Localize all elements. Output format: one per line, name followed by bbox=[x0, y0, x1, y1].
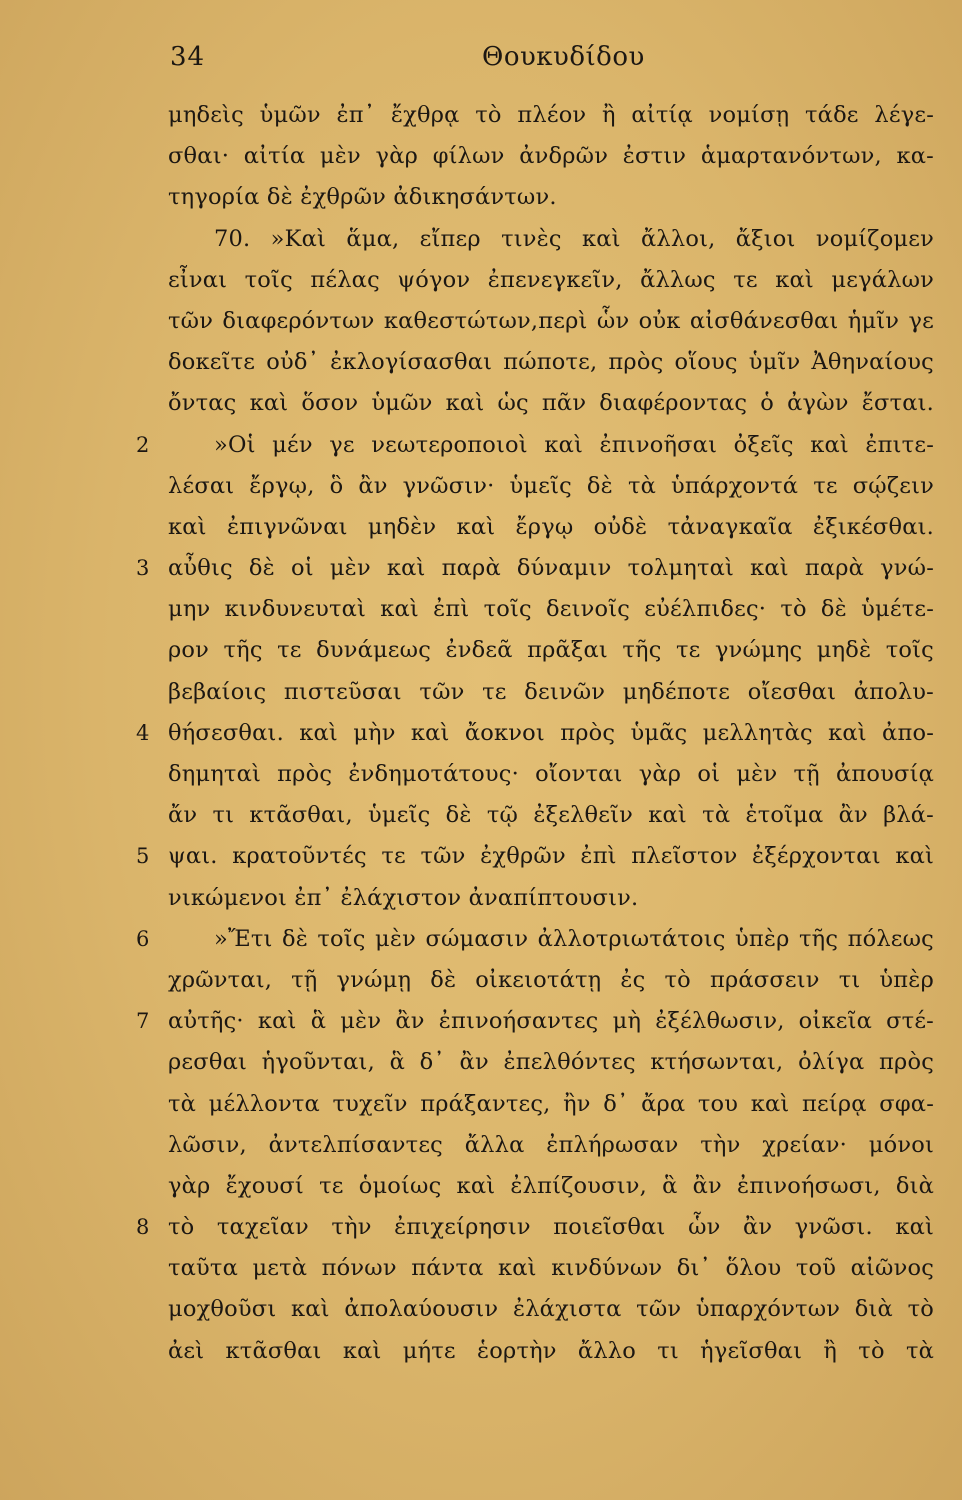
text-line bbox=[0, 1207, 962, 1248]
line-text: αὐτῆς· καὶ ἃ μὲν ἂν ἐπινοήσαντες μὴ ἐξέλθωσιν, οἰκεῖα στέ- bbox=[168, 1008, 934, 1035]
line-text: γὰρ ἔχουσί τε ὁμοίως καὶ ἐλπίζουσιν, ἃ ἂν ἐπινοήσωσι, διὰ bbox=[168, 1172, 934, 1199]
text-line bbox=[0, 1248, 962, 1289]
line-text: »Ἔτι δὲ τοῖς μὲν σώμασιν ἀλλοτριωτάτοις ὑπὲρ τῆς πόλεως bbox=[214, 925, 934, 952]
line-text: λέσαι ἔργῳ, ὃ ἂν γνῶσιν· ὑμεῖς δὲ τὰ ὑπάρχοντά τε σῴζειν bbox=[168, 472, 934, 499]
text-line bbox=[0, 1042, 962, 1083]
text-line bbox=[0, 672, 962, 713]
running-title: Θουκυδίδου bbox=[482, 42, 645, 72]
text-line bbox=[0, 95, 962, 136]
text-line bbox=[0, 795, 962, 836]
line-text: χρῶνται, τῇ γνώμῃ δὲ οἰκειοτάτῃ ἐς τὸ πράσσειν τι ὑπὲρ bbox=[168, 966, 934, 993]
line-text: ψαι. κρατοῦντές τε τῶν ἐχθρῶν ἐπὶ πλεῖστον ἐξέρχονται καὶ bbox=[168, 843, 934, 870]
page-header bbox=[0, 42, 962, 82]
body-text bbox=[0, 95, 962, 1372]
line-text: μηδεὶς ὑμῶν ἐπ᾽ ἔχθρᾳ τὸ πλέον ἢ αἰτίᾳ νομίσῃ τάδε λέγε- bbox=[168, 102, 934, 128]
line-text: ταῦτα μετὰ πόνων πάντα καὶ κινδύνων δι᾽ ὅλου τοῦ αἰῶνος bbox=[168, 1255, 934, 1282]
line-text: ὄντας καὶ ὅσον ὑμῶν καὶ ὡς πᾶν διαφέροντας ὁ ἀγὼν ἔσται. bbox=[168, 390, 934, 417]
line-text: δημηταὶ πρὸς ἐνδημοτάτους· οἴονται γὰρ οἱ μὲν τῇ ἀπουσίᾳ bbox=[168, 761, 934, 787]
page-number: 34 bbox=[170, 42, 206, 72]
line-text: ἄν τι κτᾶσθαι, ὑμεῖς δὲ τῷ ἐξελθεῖν καὶ τὰ ἑτοῖμα ἂν βλά- bbox=[168, 802, 934, 829]
text-line bbox=[0, 1331, 962, 1372]
text-line bbox=[0, 919, 962, 960]
line-text: »Οἱ μέν γε νεωτεροποιοὶ καὶ ἐπινοῆσαι ὀξεῖς καὶ ἐπιτε- bbox=[214, 431, 934, 458]
line-text: σθαι· αἰτία μὲν γὰρ φίλων ἀνδρῶν ἐστιν ἁμαρτανόντων, κα- bbox=[168, 143, 934, 170]
line-text: τηγορία δὲ ἐχθρῶν ἀδικησάντων. bbox=[168, 184, 557, 211]
text-line bbox=[0, 589, 962, 630]
text-line bbox=[0, 507, 962, 548]
section-number: 6 bbox=[136, 926, 150, 951]
text-line bbox=[0, 301, 962, 342]
section-number: 2 bbox=[136, 432, 150, 457]
text-line bbox=[0, 466, 962, 507]
text-line bbox=[0, 342, 962, 383]
line-text: δοκεῖτε οὐδ᾽ ἐκλογίσασθαι πώποτε, πρὸς οἵους ὑμῖν Ἀθηναίους bbox=[168, 349, 934, 376]
line-text: ρεσθαι ἡγοῦνται, ἃ δ᾽ ἂν ἐπελθόντες κτήσωνται, ὀλίγα πρὸς bbox=[168, 1049, 934, 1076]
text-line bbox=[0, 1001, 962, 1042]
line-text: ἀεὶ κτᾶσθαι καὶ μήτε ἑορτὴν ἄλλο τι ἡγεῖσθαι ἢ τὸ τὰ bbox=[168, 1337, 934, 1364]
text-line bbox=[0, 836, 962, 877]
text-line bbox=[0, 1125, 962, 1166]
text-line bbox=[0, 260, 962, 301]
line-text: νικώμενοι ἐπ᾽ ἐλάχιστον ἀναπίπτουσιν. bbox=[168, 884, 639, 911]
text-line bbox=[0, 177, 962, 218]
section-number: 8 bbox=[136, 1215, 150, 1240]
text-line bbox=[0, 383, 962, 424]
line-text: τὰ μέλλοντα τυχεῖν πράξαντες, ἢν δ᾽ ἄρα του καὶ πείρᾳ σφα- bbox=[168, 1090, 934, 1117]
section-number: 4 bbox=[136, 720, 150, 745]
text-line bbox=[0, 1166, 962, 1207]
text-line bbox=[0, 1289, 962, 1330]
section-number: 5 bbox=[136, 844, 150, 869]
text-line bbox=[0, 878, 962, 919]
line-text: αὖθις δὲ οἱ μὲν καὶ παρὰ δύναμιν τολμηταὶ καὶ παρὰ γνώ- bbox=[168, 555, 934, 582]
line-text: βεβαίοις πιστεῦσαι τῶν τε δεινῶν μηδέποτε οἴεσθαι ἀπολυ- bbox=[168, 678, 934, 705]
text-line bbox=[0, 548, 962, 589]
line-text: τῶν διαφερόντων καθεστώτων,περὶ ὧν οὐκ αἰσθάνεσθαι ἡμῖν γε bbox=[168, 307, 934, 334]
line-text: τὸ ταχεῖαν τὴν ἐπιχείρησιν ποιεῖσθαι ὧν ἂν γνῶσι. καὶ bbox=[168, 1214, 934, 1241]
section-number: 7 bbox=[136, 1009, 150, 1034]
line-text: καὶ ἐπιγνῶναι μηδὲν καὶ ἔργῳ οὐδὲ τἀναγκαῖα ἐξικέσθαι. bbox=[168, 513, 934, 540]
line-text: ρον τῆς τε δυνάμεως ἐνδεᾶ πρᾶξαι τῆς τε γνώμης μηδὲ τοῖς bbox=[168, 637, 934, 664]
text-line bbox=[0, 630, 962, 671]
line-text: 70. »Καὶ ἅμα, εἴπερ τινὲς καὶ ἄλλοι, ἄξιοι νομίζομεν bbox=[214, 225, 934, 252]
line-text: μην κινδυνευταὶ καὶ ἐπὶ τοῖς δεινοῖς εὐέλπιδες· τὸ δὲ ὑμέτε- bbox=[168, 596, 934, 623]
line-text: εἶναι τοῖς πέλας ψόγον ἐπενεγκεῖν, ἄλλως τε καὶ μεγάλων bbox=[168, 266, 934, 293]
text-line bbox=[0, 1084, 962, 1125]
text-line bbox=[0, 136, 962, 177]
text-line bbox=[0, 960, 962, 1001]
line-text: μοχθοῦσι καὶ ἀπολαύουσιν ἐλάχιστα τῶν ὑπαρχόντων διὰ τὸ bbox=[168, 1296, 934, 1323]
text-line bbox=[0, 713, 962, 754]
text-line bbox=[0, 754, 962, 795]
line-text: λῶσιν, ἀντελπίσαντες ἄλλα ἐπλήρωσαν τὴν χρείαν· μόνοι bbox=[168, 1131, 934, 1158]
section-number: 3 bbox=[136, 556, 150, 581]
text-line bbox=[0, 425, 962, 466]
line-text: θήσεσθαι. καὶ μὴν καὶ ἄοκνοι πρὸς ὑμᾶς μελλητὰς καὶ ἀπο- bbox=[168, 719, 934, 746]
text-line bbox=[0, 219, 962, 260]
